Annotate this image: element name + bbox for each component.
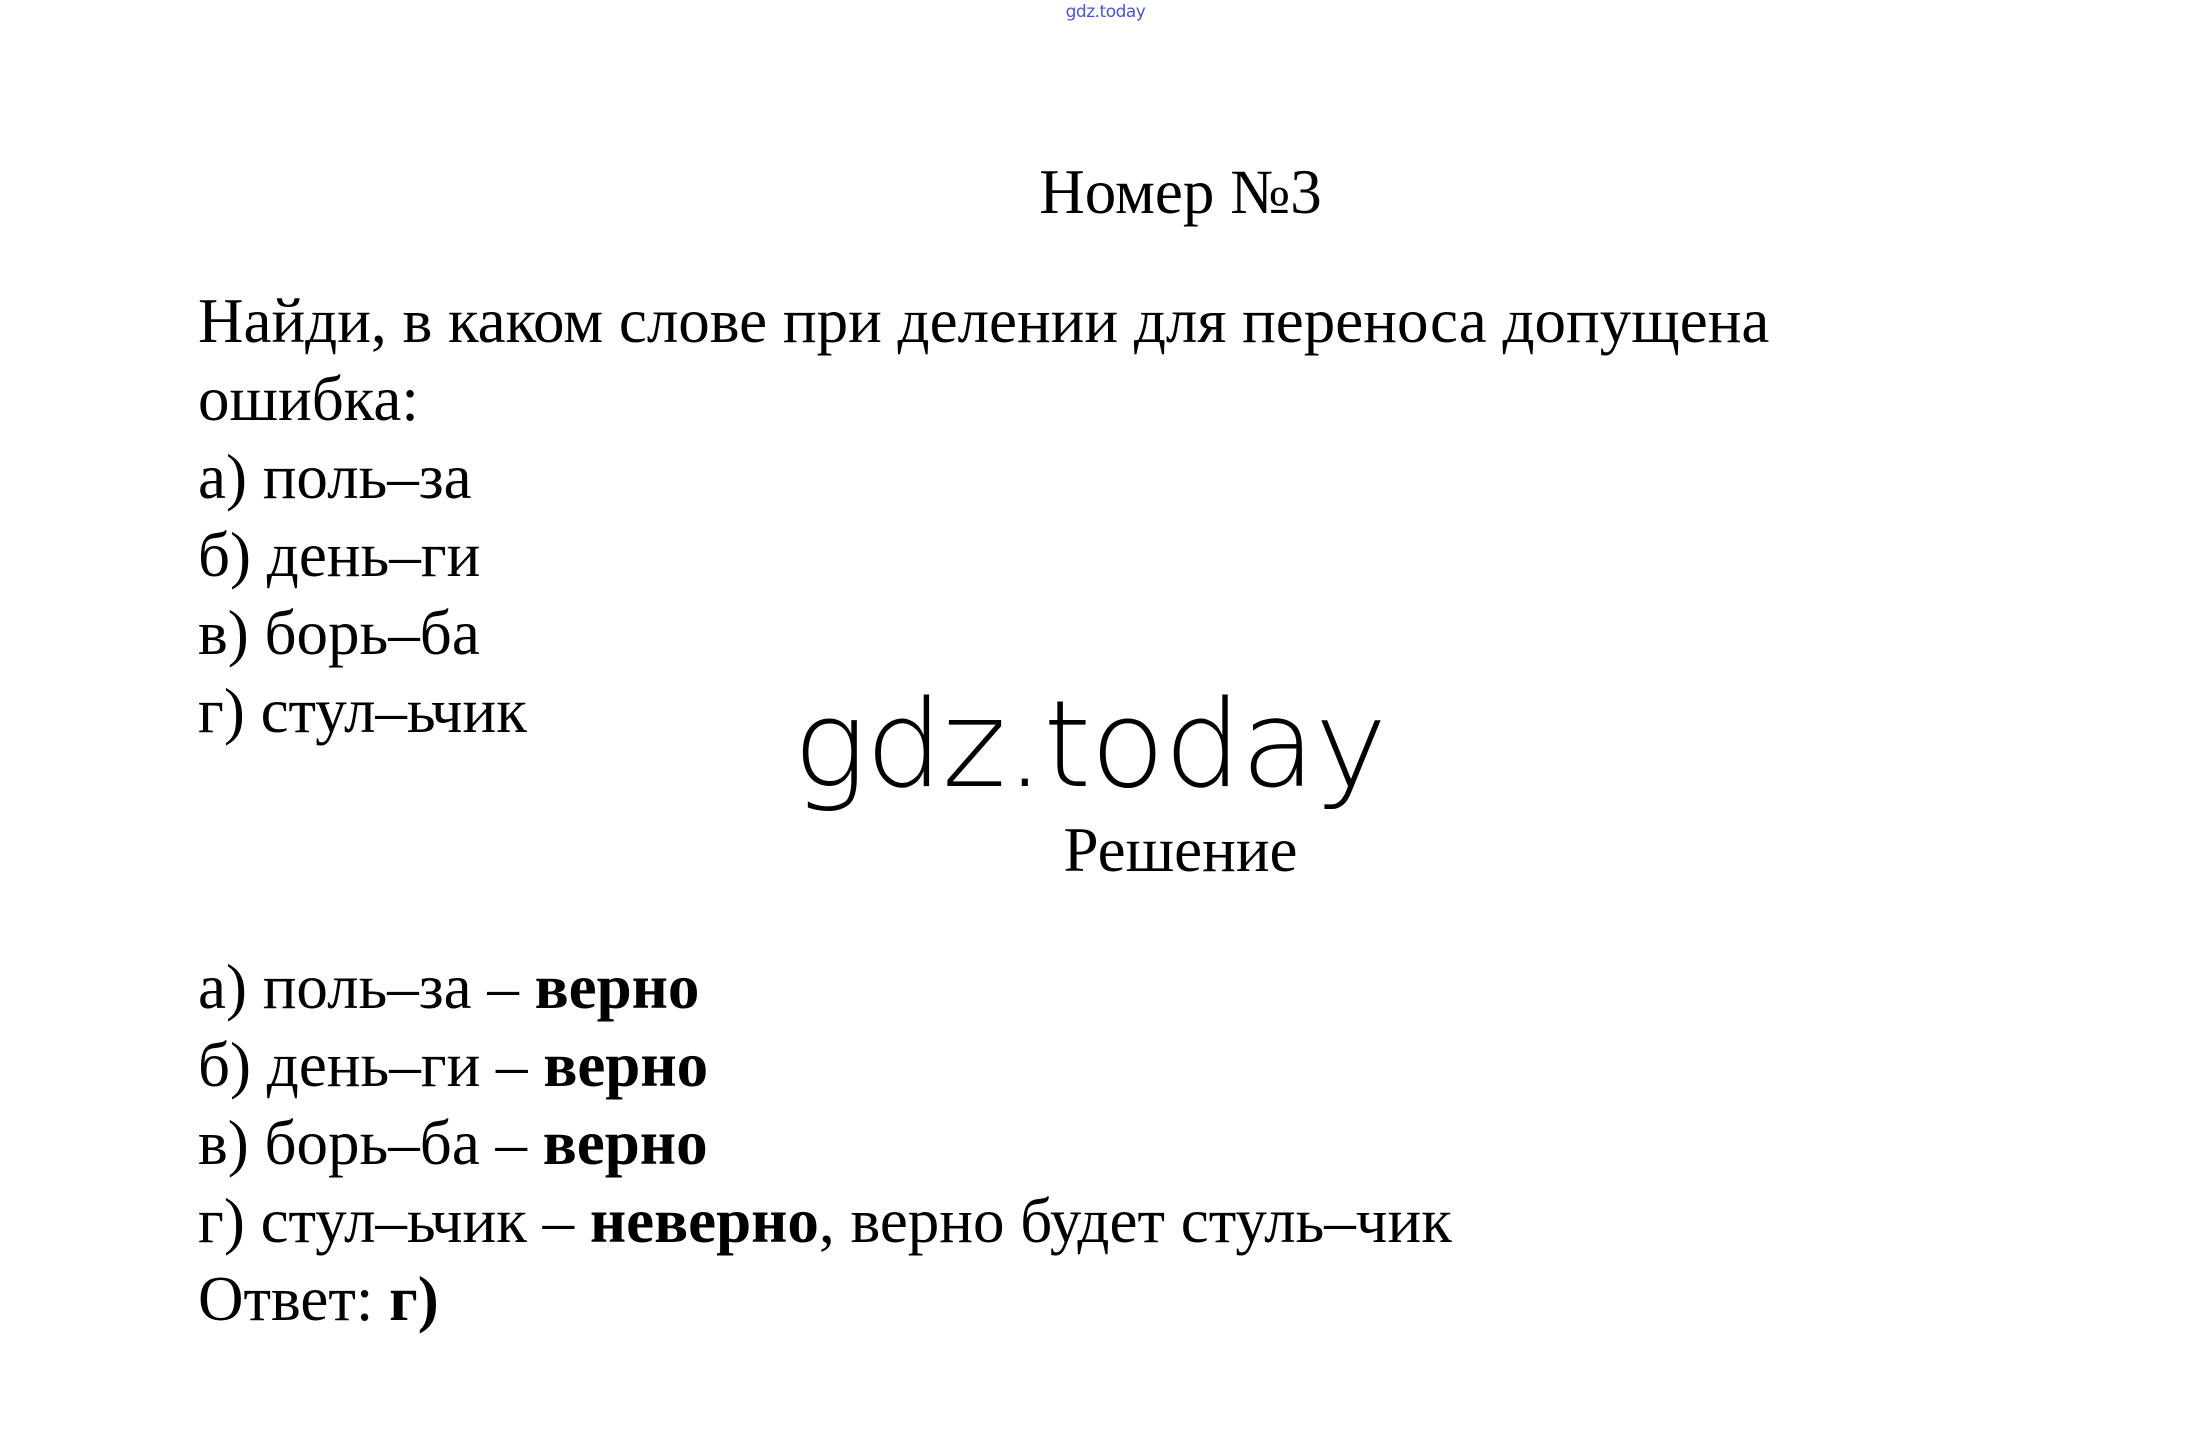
question-prompt-line-2: ошибка: [198,364,419,434]
solution-verdict: неверно [589,1186,819,1256]
solution-text: в) борь–ба – [198,1108,543,1178]
solution-block [198,948,2098,1338]
watermark-large: gdz.today [793,676,1387,815]
solution-text: а) поль–за – [198,952,535,1022]
page-title: Номер №3 [1039,157,1322,227]
solution-line-d [198,1182,2098,1260]
question-prompt-line-1: Найди, в каком слове при делении для переноса допущена [198,286,1770,356]
solution-line-a [198,948,2098,1026]
answer-label: Ответ: [198,1264,390,1334]
solution-tail: , верно будет стуль–чик [818,1186,1452,1256]
solution-verdict: верно [542,1108,708,1178]
answer-value: г) [389,1264,439,1334]
option-a: а) поль–за [198,442,472,512]
watermark-small: gdz.today [1065,2,1146,22]
solution-line-c [198,1104,2098,1182]
option-d: г) стул–ьчик [198,676,527,746]
solution-line-b [198,1026,2098,1104]
solution-heading: Решение [1063,815,1298,885]
solution-text: б) день–ги – [198,1030,544,1100]
option-b: б) день–ги [198,520,481,590]
answer-line [198,1260,2098,1338]
option-c: в) борь–ба [198,598,480,668]
solution-text: г) стул–ьчик – [198,1186,590,1256]
solution-verdict: верно [543,1030,709,1100]
solution-verdict: верно [534,952,700,1022]
